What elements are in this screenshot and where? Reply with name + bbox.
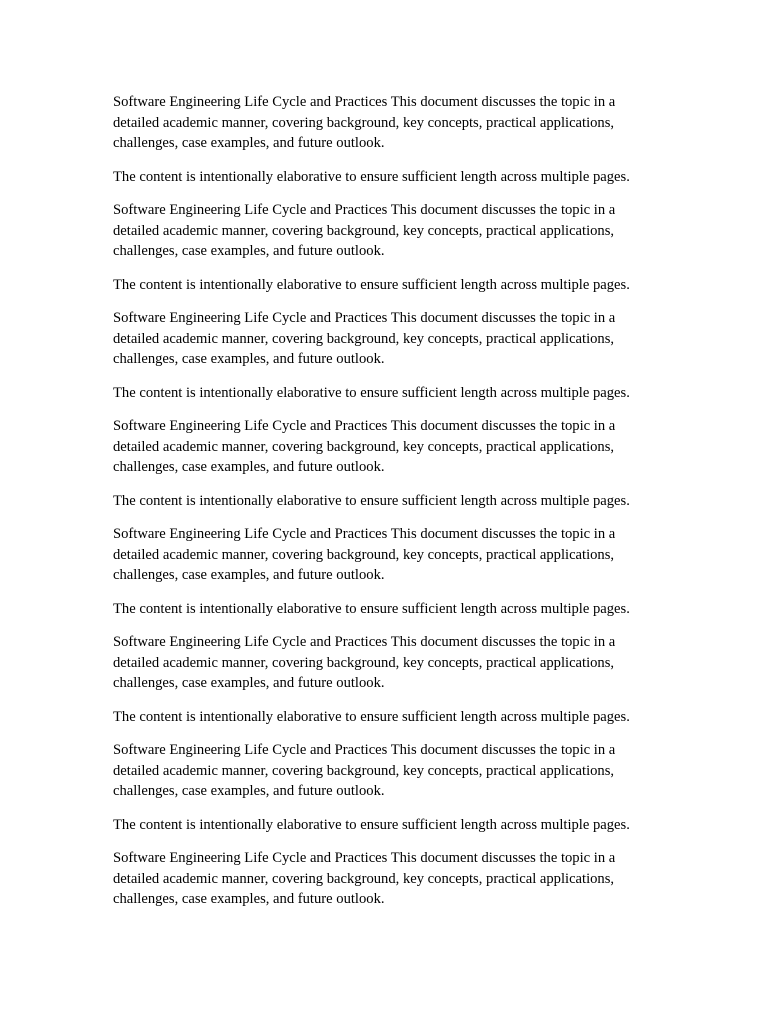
paragraph bbox=[113, 383, 658, 404]
paragraph-line: challenges, case examples, and future outlook. bbox=[113, 675, 385, 691]
paragraph bbox=[113, 92, 658, 154]
paragraph bbox=[113, 200, 658, 262]
paragraph bbox=[113, 275, 658, 296]
paragraph-line: Software Engineering Life Cycle and Practices This document discusses the topic in a bbox=[113, 202, 616, 218]
paragraph bbox=[113, 491, 658, 512]
paragraph bbox=[113, 167, 658, 188]
paragraph-line: Software Engineering Life Cycle and Practices This document discusses the topic in a bbox=[113, 526, 616, 542]
paragraph-line: The content is intentionally elaborative to ensure sufficient length across multiple pages. bbox=[113, 492, 630, 509]
paragraph-line: detailed academic manner, covering background, key concepts, practical applications, bbox=[113, 438, 615, 455]
paragraph bbox=[113, 632, 658, 694]
paragraph-line: detailed academic manner, covering background, key concepts, practical applications, bbox=[113, 546, 615, 563]
paragraph bbox=[113, 524, 658, 586]
paragraph-line: challenges, case examples, and future outlook. bbox=[113, 351, 385, 367]
paragraph-line: Software Engineering Life Cycle and Practices This document discusses the topic in a bbox=[113, 418, 616, 434]
paragraph-line: detailed academic manner, covering background, key concepts, practical applications, bbox=[113, 222, 615, 239]
paragraph bbox=[113, 599, 658, 620]
paragraph bbox=[113, 308, 658, 370]
paragraph-line: challenges, case examples, and future outlook. bbox=[113, 459, 385, 475]
paragraph-line: detailed academic manner, covering background, key concepts, practical applications, bbox=[113, 870, 615, 887]
paragraph-line: The content is intentionally elaborative to ensure sufficient length across multiple pages. bbox=[113, 816, 630, 833]
paragraph-line: Software Engineering Life Cycle and Practices This document discusses the topic in a bbox=[113, 850, 616, 866]
paragraph-line: detailed academic manner, covering background, key concepts, practical applications, bbox=[113, 330, 615, 347]
paragraph-line: challenges, case examples, and future outlook. bbox=[113, 891, 385, 907]
paragraph-line: Software Engineering Life Cycle and Practices This document discusses the topic in a bbox=[113, 742, 616, 758]
paragraph-line: challenges, case examples, and future outlook. bbox=[113, 783, 385, 799]
paragraph-line: detailed academic manner, covering background, key concepts, practical applications, bbox=[113, 114, 615, 131]
paragraph bbox=[113, 707, 658, 728]
paragraph-line: Software Engineering Life Cycle and Practices This document discusses the topic in a bbox=[113, 634, 616, 650]
paragraph-line: Software Engineering Life Cycle and Practices This document discusses the topic in a bbox=[113, 94, 616, 110]
paragraph-line: The content is intentionally elaborative to ensure sufficient length across multiple pages. bbox=[113, 708, 630, 725]
paragraph-line: The content is intentionally elaborative to ensure sufficient length across multiple pages. bbox=[113, 168, 630, 185]
paragraph bbox=[113, 848, 658, 910]
paragraph-line: detailed academic manner, covering background, key concepts, practical applications, bbox=[113, 762, 615, 779]
paragraph-line: Software Engineering Life Cycle and Practices This document discusses the topic in a bbox=[113, 310, 616, 326]
paragraph-line: challenges, case examples, and future outlook. bbox=[113, 135, 385, 151]
document-body bbox=[113, 92, 658, 923]
paragraph bbox=[113, 740, 658, 802]
paragraph bbox=[113, 416, 658, 478]
paragraph-line: The content is intentionally elaborative to ensure sufficient length across multiple pages. bbox=[113, 384, 630, 401]
paragraph bbox=[113, 815, 658, 836]
paragraph-line: The content is intentionally elaborative to ensure sufficient length across multiple pages. bbox=[113, 600, 630, 617]
paragraph-line: detailed academic manner, covering background, key concepts, practical applications, bbox=[113, 654, 615, 671]
paragraph-line: The content is intentionally elaborative to ensure sufficient length across multiple pages. bbox=[113, 276, 630, 293]
paragraph-line: challenges, case examples, and future outlook. bbox=[113, 567, 385, 583]
paragraph-line: challenges, case examples, and future outlook. bbox=[113, 243, 385, 259]
